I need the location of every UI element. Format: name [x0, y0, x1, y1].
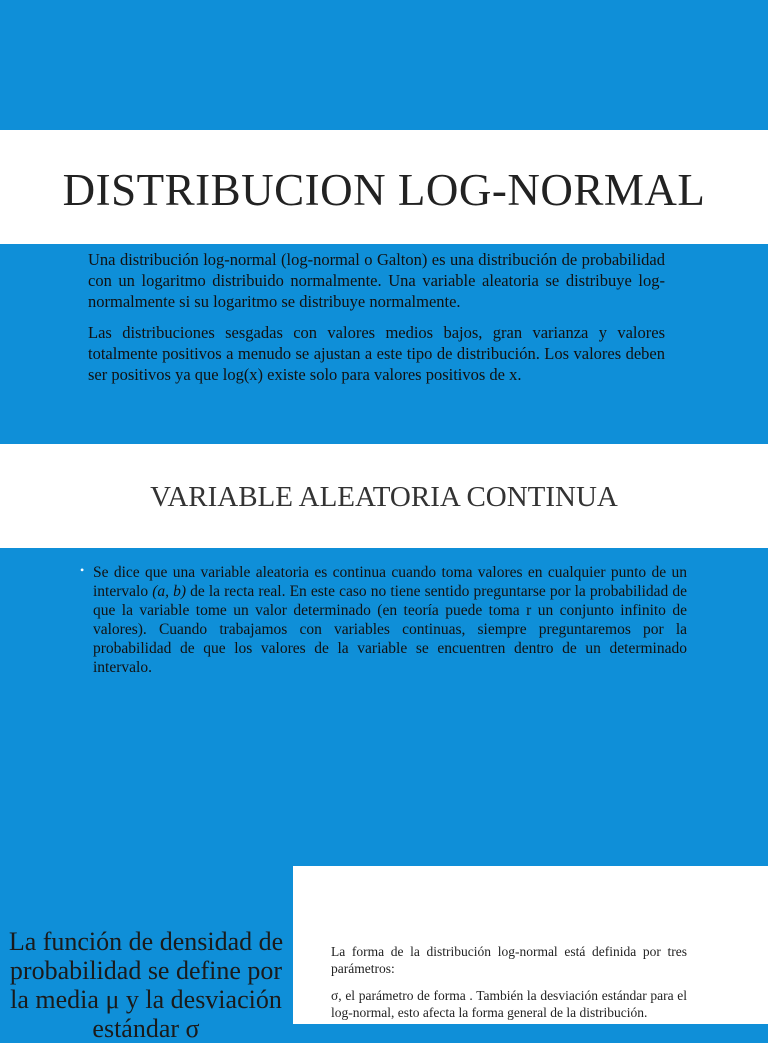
bullet-text-start: Se dice que una variable aleatoria es continua cuando toma valores en cualquier punto de un intervalo: [93, 564, 687, 600]
bullet-item: [80, 563, 687, 677]
panel-paragraph-2: σ, el parámetro de forma . También la desviación estándar para el log-normal, esto afecta la forma general de la distribución.: [331, 988, 687, 1020]
intro-text-block: [88, 249, 665, 395]
intro-paragraph-2: Las distribuciones sesgadas con valores medios bajos, gran varianza y valores totalmente positivos a menudo se ajustan a este tipo de distribución. Los valores deben ser positivos ya que log(x) existe solo para valores positivos de x.: [88, 323, 665, 384]
interval-notation: (a, b): [152, 583, 187, 600]
parameters-panel: [293, 866, 768, 1024]
bullet-text: [93, 563, 687, 677]
panel-paragraph-1: La forma de la distribución log-normal está definida por tres parámetros:: [331, 944, 687, 976]
panel-text-block: [331, 943, 687, 1024]
bullet-icon: •: [80, 563, 85, 577]
intro-paragraph-1: Una distribución log-normal (log-normal o Galton) es una distribución de probabilidad con un logaritmo distribuido normalmente. Una variable aleatoria se distribuye log-normalmente si su logaritmo se distribuye normalmente.: [88, 250, 665, 311]
bullet-text-end: de la recta real. En este caso no tiene sentido preguntarse por la probabilidad de que la variable tome un valor determinado (en teoría puede toma r un conjunto infinito de valores). Cuando trabajamos con variables continuas, siempre preguntaremos por la probabilidad de que los valores de la variable se encuentren dentro de un determinado intervalo.: [93, 583, 687, 676]
section-title: VARIABLE ALEATORIA CONTINUA: [150, 481, 618, 513]
density-heading: La función de densidad de probabilidad se define por la media μ y la desviación estándar σ: [8, 927, 284, 1043]
slide-title: DISTRIBUCION LOG-NORMAL: [62, 165, 706, 215]
